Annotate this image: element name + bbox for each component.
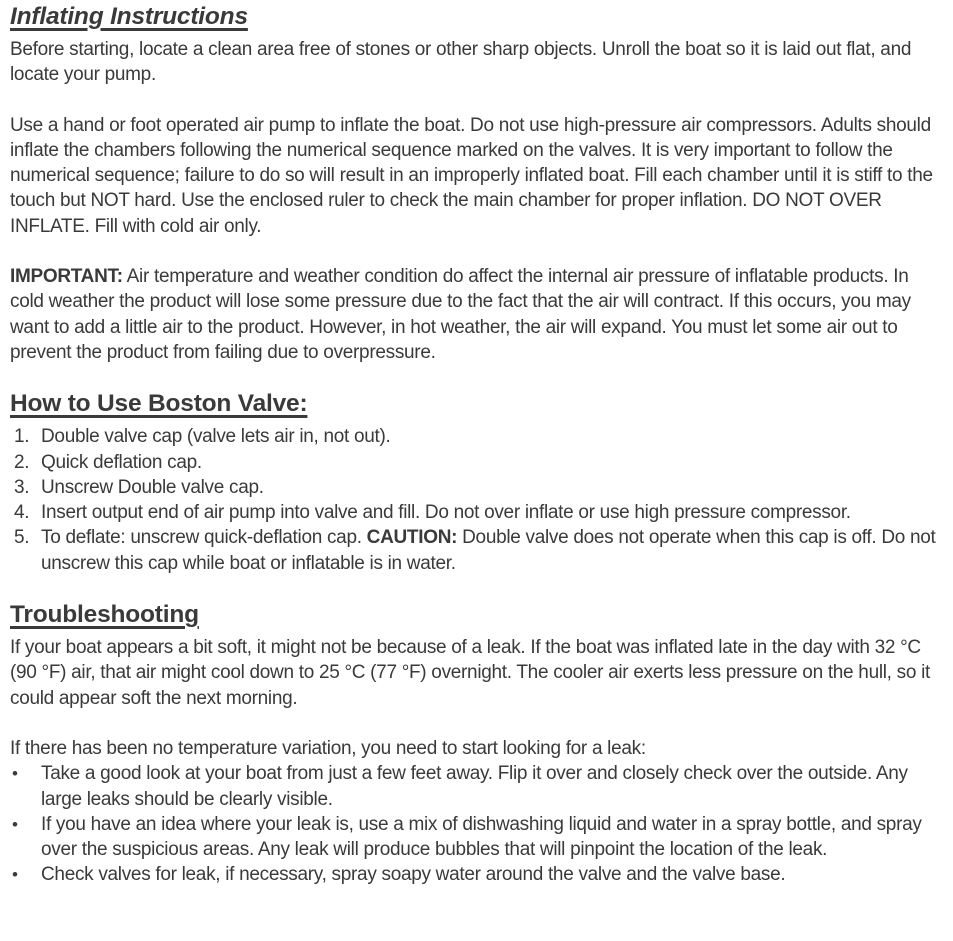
bold-text: IMPORTANT: [10,266,123,288]
text-run: Use a hand or foot operated air pump to inflate the boat. Do not use high-pressure air compressors. Adults should inflate the chambers following the numerical sequence marked on the valves. It is very important to follow the numerical sequence; failure to do so will result in an improperly inflated boat. Fill each chamber until it is stiff to the touch but NOT hard. Use the enclosed ruler to check the main chamber for proper inflation. DO NOT OVER INFLATE. Fill with cold air only. [10,114,933,237]
text-run: Air temperature and weather condition do affect the internal air pressure of inflatable products. In cold weather the product will lose some pressure due to the fact that the air will contract. If this occurs, you may want to add a little air to the product. However, in hot weather, the air will expand. You must let some air out to prevent the product from failing due to overpressure. [10,266,911,363]
text-run: Double valve does not operate when this cap is off. Do not unscrew this cap while boat or inflatable is in water. [41,527,936,574]
text-run: Quick deflation cap. [41,451,202,473]
list-item [10,450,945,475]
text-run: Unscrew Double valve cap. [41,476,264,498]
paragraph [10,736,945,761]
list-item-text [41,812,945,863]
list-marker: 5. [14,527,30,549]
text-run: Before starting, locate a clean area free of stones or other sharp objects. Unroll the boat so it is laid out flat, and locate your pump. [10,39,912,86]
list-item-text [41,500,945,525]
list-item-text [41,862,945,887]
list-marker: • [12,865,18,885]
paragraph [10,37,945,88]
list-item [10,525,945,576]
list-marker: 1. [14,426,30,448]
text-run: To deflate: unscrew quick-deflation cap. [41,527,367,549]
list-item [10,862,945,887]
list-marker: 2. [14,451,30,473]
text-run: If your boat appears a bit soft, it might not be because of a leak. If the boat was inflated late in the day with 32 °C (90 °F) air, that air might cool down to 25 °C (77 °F) overnight. The cooler air exerts less pressure on the hull, so it could appear soft the next morning. [10,637,930,709]
ordered-list [10,424,945,576]
list-item [10,424,945,449]
list-marker: • [12,764,18,784]
paragraph [10,264,945,365]
section-inflating-instructions [10,2,945,365]
section-troubleshooting [10,600,945,888]
list-marker: 4. [14,502,30,524]
text-run: If you have an idea where your leak is, use a mix of dishwashing liquid and water in a spray bottle, and spray over the suspicious areas. Any leak will produce bubbles that will pinpoint the location of the leak. [41,813,922,861]
list-item [10,812,945,863]
paragraph [10,113,945,239]
section-heading-troubleshooting: Troubleshooting [10,601,199,629]
list-item [10,761,945,812]
section-heading-boston-valve: How to Use Boston Valve: [10,390,308,418]
bullet-list [10,761,945,887]
text-run: Take a good look at your boat from just a few feet away. Flip it over and closely check over the outside. Any large leaks should be clearly visible. [41,763,908,810]
bold-text: CAUTION: [366,527,458,549]
list-item-text [41,450,945,475]
list-item-text [41,475,945,500]
list-marker: 3. [14,476,30,498]
list-item [10,475,945,500]
list-item-text [41,761,945,812]
list-marker: • [12,814,18,834]
section-boston-valve [10,389,945,576]
section-heading-inflating-instructions: Inflating Instructions [10,3,248,30]
list-item-text [41,424,945,449]
text-run: Check valves for leak, if necessary, spray soapy water around the valve and the valve base. [41,864,786,886]
text-run: If there has been no temperature variation, you need to start looking for a leak: [10,737,646,759]
paragraph [10,635,945,711]
text-run: Double valve cap (valve lets air in, not out). [41,426,391,448]
list-item [10,500,945,525]
list-item-text [41,525,945,576]
text-run: Insert output end of air pump into valve and fill. Do not over inflate or use high pressure compressor. [41,502,851,524]
